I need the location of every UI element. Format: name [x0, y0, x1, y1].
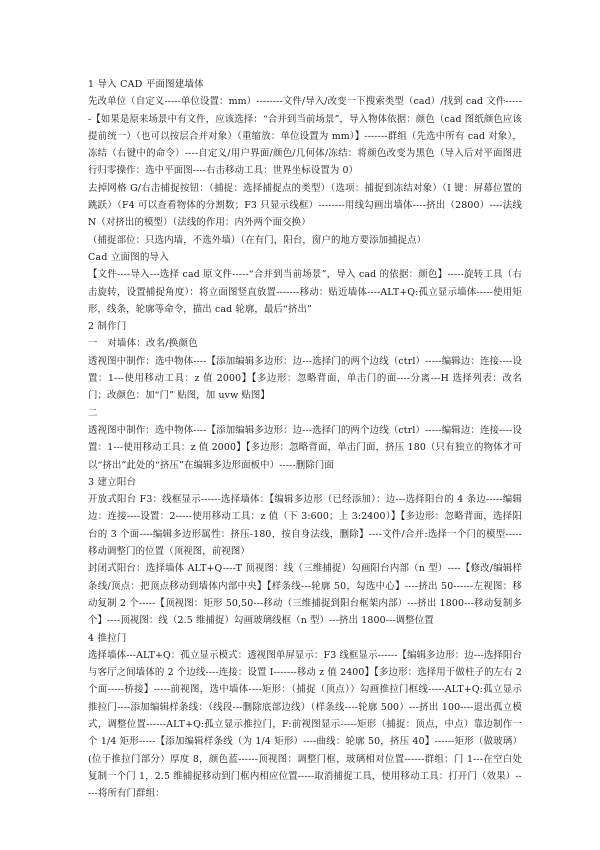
paragraph-closed-balcony: 封闭式阳台：选择墙体 ALT+Q----T 顶视图：线（三维捕捉）勾画阳台内部（n 型）----【修改/编辑样条线/顶点：把顶点移动到墙体内部中央】【样条线---轮廓 50，勾选中心】----挤出 50------左视图：移动复制 2 个-----【顶视图：矩形 50,50---移动（三维捕捉到阳台框架内部）---挤出 1800---移动复制多个】----顶视图：线（2.5 维捕捉）勾画玻璃线框（n 型）---挤出 1800---调整位置 [88, 563, 522, 627]
heading-import-cad: 1 导入 CAD 平面图建墙体 [88, 79, 204, 90]
document-body [88, 76, 522, 802]
heading-make-door: 2 制作门 [88, 321, 127, 333]
heading-sliding-door: 4 推拉门 [88, 632, 127, 644]
heading-balcony: 3 建立阳台 [88, 476, 137, 488]
heading-door-step-one: 一 对墙体：改名/换颜色 [88, 338, 198, 350]
paragraph-sliding-door: 选择墙体---ALT+Q：孤立显示模式：透视图单屏显示：F3 线框显示------【编辑多边形：边---选择阳台与客厅之间墙体的 2 个边线----连接：设置 I-------移动 z 值 2400】【多边形：选择用于做柱子的左右 2 个面-----桥接】-----前视图，选中墙体----矩形：（捕捉（顶点））勾画推拉门框线-----ALT+Q:孤立显示推拉门----添加编辑样条线：（线段---删除底部边线）（样条线----轮廓 500）---挤出 100----退出孤立模式，调整位置------ALT+Q:孤立显示推拉门，F:前视图显示-----矩形（捕捉：顶点，中点）靠边制作一个 1/4 矩形-----【添加编辑样条线（为 1/4 矩形）----曲线：轮廓 50，挤压 40】------矩形（做玻璃）(位于推拉门部分）厚度 8，颜色蓝------顶视图：调整门框，玻璃相对位置------群组：门 1---在空白处复制一个门 1，2.5 维捕捉移动到门框内相应位置-----取消捕捉工具，使用移动工具：打开门（效果）-----将所有门群组： [88, 649, 522, 800]
heading-door-step-two: 二 [88, 407, 98, 419]
paragraph-grid-snap: 去掉网格 G/右击捕捉按钮：（捕捉：选择捕捉点的类型）（选项：捕捉到冻结对象）（I 键：屏幕位置的跳跃）（F4 可以查看物体的分割数；F3 只显示线框）--------用线勾画出墙体----挤出（2800）----法线 N（对挤出的模型）（法线的作用：内外两个面交换） [88, 182, 522, 229]
paragraph-door-step-one: 透视图中制作：选中物体----【添加编辑多边形：边---选择门的两个边线（ctrl）-----编辑边：连接----设置：1---使用移动工具：z 值 2000】【多边形：忽略背面，单击门的面----分离---H 选择列表：改名门；改颜色：加“门” 贴图，加 uvw 贴图】 [88, 355, 522, 402]
paragraph-door-step-two: 透视图中制作：选中物体----【添加编辑多边形：边---选择门的两个边线（ctrl）-----编辑边：连接----设置：1---使用移动工具：z 值 2000】【多边形：忽略背面，单击门面，挤压 180（只有独立的物体才可以“挤出”此处的“挤压”在编辑多边形面板中）-----删除门面 [88, 424, 522, 471]
paragraph-elevation-import: 【文件----导入---选择 cad 原文件-----“合并到当前场景”，导入 cad 的依据：颜色】-----旋转工具（右击旋转，设置捕捉角度）：将立面图竖直放置-------移动：贴近墙体----ALT+Q:孤立显示墙体-----使用矩形，线条，轮廓等命令，描出 cad 轮廓，最后“挤出” [88, 269, 522, 315]
paragraph-open-balcony: 开放式阳台 F3：线框显示------选择墙体：【编辑多边形（已经添加）：边---选择阳台的 4 条边-----编辑边：连接----设置：2-----使用移动工具：z 值（下 3:600；上 3:2400）】【多边形：忽略背面，选择阳台的 3 个面----编辑多边形属性：挤压-180，按自身法线，删除】----文件/合并:选择一个门的模型-----移动调整门的位置（顶视图，前视图） [88, 494, 522, 558]
heading-cad-elevation: Cad 立面图的导入 [88, 251, 169, 263]
paragraph-snap-points: （捕捉部位：只选内墙，不选外墙）（在有门，阳台，窗户的地方要添加捕捉点） [88, 234, 427, 246]
paragraph-units-import: 先改单位（自定义-----单位设置：mm）--------文件/导入/改变一下搜索类型（cad）/找到 cad 文件------【如果是原来场景中有文件，应该选择：“合并到当前场景”，导入物体依据：颜色（cad 图纸颜色应该提前统一）（也可以按层合并对象）（重缩放：单位设置为 mm）】-------群组（先选中所有 cad 对象），冻结（右键中的命令）----自定义/用户界面/颜色/几何体/冻结：将颜色改变为黑色（导入后对平面图进行归零操作：选中平面图----右击移动工具：世界坐标设置为 0） [88, 96, 522, 177]
